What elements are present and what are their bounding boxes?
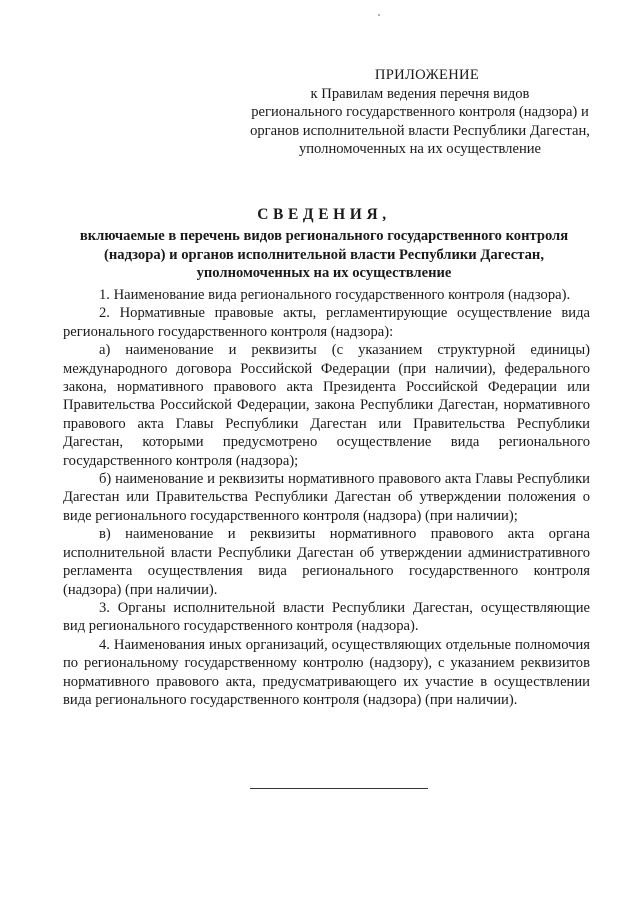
heading-title: СВЕДЕНИЯ,	[257, 206, 391, 223]
appendix-line: регионального государственного контроля (надзора) и	[251, 104, 589, 120]
closing-rule	[250, 788, 428, 789]
body-paragraph: 1. Наименование вида регионального государственного контроля (надзора).	[99, 287, 571, 303]
scan-speck	[378, 14, 380, 16]
body-paragraph: б) наименование и реквизиты нормативного правового акта Главы Республики Дагестан или Правительства Республики Дагестан об утверждении положения о виде регионального государственного контроля (надзора) (при наличии);	[63, 471, 590, 524]
body-paragraph: 2. Нормативные правовые акты, регламентирующие осуществление вида регионального государственного контроля (надзора):	[63, 305, 590, 340]
document-body	[63, 286, 590, 709]
body-paragraph: в) наименование и реквизиты нормативного правового акта органа исполнительной власти Республики Дагестан об утверждении административного регламента осуществления вида регионального государственного контроля (надзора) (при наличии).	[63, 526, 590, 598]
body-paragraph: а) наименование и реквизиты (с указанием структурной единицы) международного договора Российской Федерации (при наличии), федерального закона, нормативного правового акта Президента Российской Федерации или Правительства Российской Федерации, закона Республики Дагестан, нормативного правового акта Главы Республики Дагестан или Правительства Республики Дагестан, которыми предусмотрено осуществление вида регионального государственного контроля (надзора);	[63, 342, 590, 469]
appendix-block	[220, 66, 620, 159]
document-heading	[50, 205, 598, 283]
appendix-line: уполномоченных на их осуществление	[298, 141, 542, 157]
heading-subtitle: включаемые в перечень видов регионального государственного контроля (надзора) и органов исполнительной власти Республики Дагестан, уполномоченных на их осуществление	[79, 228, 569, 282]
body-paragraph: 4. Наименования иных организаций, осуществляющих отдельные полномочия по региональному государственному контролю (надзору), с указанием реквизитов нормативного правового акта, предусматривающего их участие в осуществлении вида регионального государственного контроля (надзора) (при наличии).	[63, 636, 590, 708]
appendix-line: органов исполнительной власти Республики Дагестан,	[250, 122, 590, 139]
appendix-line: к Правилам ведения перечня видов	[310, 85, 530, 102]
appendix-title: ПРИЛОЖЕНИЕ	[374, 67, 480, 83]
body-paragraph: 3. Органы исполнительной власти Республики Дагестан, осуществляющие вид регионального государственного контроля (надзора).	[63, 599, 590, 635]
